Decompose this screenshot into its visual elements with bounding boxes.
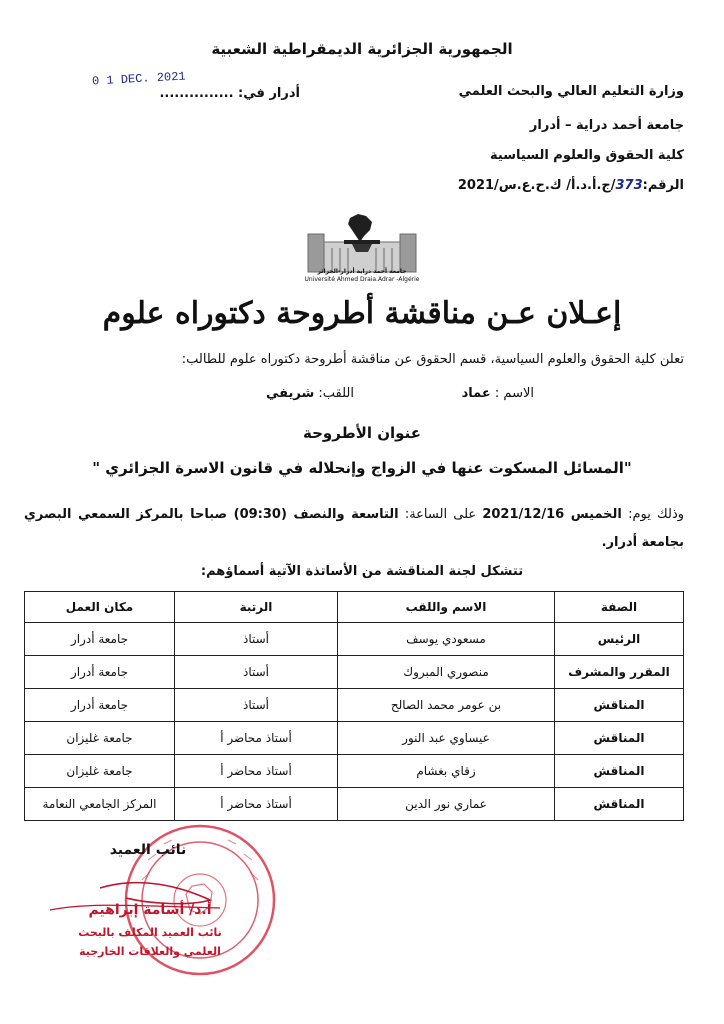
member-institution: جامعة أدرار [25, 689, 175, 722]
member-role: المقرر والمشرف [555, 656, 684, 689]
table-row [25, 689, 684, 722]
member-institution: جامعة أدرار [25, 623, 175, 656]
column-header: الاسم واللقب [338, 592, 555, 623]
member-rank: أستاذ محاضر أ [175, 722, 338, 755]
schedule-time: التاسعة والنصف (09:30) صباحا [190, 507, 399, 522]
university-name: جامعة أحمد دراية – أدرار [529, 118, 684, 133]
signatory-name: أ.د/ أسامة إبراهيم [88, 902, 212, 918]
schedule-location: بالمركز السمعي البصري بجامعة أدرار. [24, 507, 684, 550]
signatory-title-line2: العلمي والعلاقات الخارجية [79, 945, 221, 958]
member-name: مسعودي يوسف [338, 623, 555, 656]
first-name-label: الاسم : [494, 386, 534, 401]
committee-header-row [25, 592, 684, 623]
announcement-intro: تعلن كلية الحقوق والعلوم السياسية، قسم الحقوق عن مناقشة أطروحة دكتوراه علوم للطالب: [181, 352, 684, 367]
member-institution: جامعة غليزان [25, 722, 175, 755]
reference-line [458, 178, 684, 193]
table-row [25, 623, 684, 656]
committee-table [24, 591, 684, 821]
member-rank: أستاذ [175, 689, 338, 722]
member-name: عماري نور الدين [338, 788, 555, 821]
reference-number: 373 [615, 178, 643, 193]
member-rank: أستاذ [175, 656, 338, 689]
surname-value: شريفي [265, 386, 315, 401]
member-rank: أستاذ [175, 623, 338, 656]
member-rank: أستاذ محاضر أ [175, 788, 338, 821]
table-row [25, 788, 684, 821]
logo-caption-arabic: جامعة أحمد دراية أدرار-الجزائر [317, 268, 407, 275]
first-name-value: عماد [461, 386, 491, 401]
column-header: مكان العمل [25, 592, 175, 623]
thesis-title: "المسائل المسكوت عنها في الزواج وإنحلاله في قانون الاسرة الجزائري " [92, 459, 632, 477]
republic-title: الجمهورية الجزائرية الديمقراطية الشعبية [211, 40, 513, 58]
place-date-line: أدرار في: ............... [159, 86, 300, 101]
table-row [25, 656, 684, 689]
schedule-day-date: الخميس 2021/12/16 [482, 507, 622, 522]
member-name: منصوري المبروك [338, 656, 555, 689]
member-name: بن عومر محمد الصالح [338, 689, 555, 722]
surname-label: اللقب: [318, 386, 354, 401]
member-role: المناقش [555, 755, 684, 788]
ministry-name: وزارة التعليم العالي والبحث العلمي [458, 84, 684, 99]
received-date-stamp: 0 1 DEC. 2021 [91, 69, 186, 89]
defense-schedule [24, 501, 684, 557]
logo-caption-french: Université Ahmed Draia.Adrar -Algérie [304, 276, 420, 283]
member-role: الرئيس [555, 623, 684, 656]
member-role: المناقش [555, 689, 684, 722]
reference-suffix: /ج.أ.د.أ/ ك.ح.ع.س/2021 [457, 178, 616, 193]
thesis-heading: عنوان الأطروحة [303, 424, 421, 442]
member-name: زقاي بغشام [338, 755, 555, 788]
member-role: المناقش [555, 788, 684, 821]
reference-prefix: الرقم: [642, 178, 684, 193]
member-institution: جامعة غليزان [25, 755, 175, 788]
surname-group [266, 386, 354, 401]
faculty-name: كلية الحقوق والعلوم السياسية [490, 148, 684, 163]
column-header: الرتبة [175, 592, 338, 623]
announcement-title: إعـلان عـن مناقشة أطروحة دكتوراه علوم [102, 296, 622, 331]
member-name: عيساوي عبد النور [338, 722, 555, 755]
dean-role: نائب العميد [109, 842, 187, 858]
first-name-group [462, 386, 534, 401]
signatory-title-line1: نائب العميد المكلف بالبحث [78, 926, 222, 939]
member-role: المناقش [555, 722, 684, 755]
schedule-mid: على الساعة: [398, 507, 483, 522]
member-institution: المركز الجامعي النعامة [25, 788, 175, 821]
table-row [25, 722, 684, 755]
member-rank: أستاذ محاضر أ [175, 755, 338, 788]
table-row [25, 755, 684, 788]
committee-intro: تتشكل لجنة المناقشة من الأساتذة الآتية أسماؤهم: [200, 564, 524, 579]
member-institution: جامعة أدرار [25, 656, 175, 689]
logo-caption [292, 268, 432, 284]
column-header: الصفة [555, 592, 684, 623]
schedule-prefix: وذلك يوم: [621, 507, 685, 522]
